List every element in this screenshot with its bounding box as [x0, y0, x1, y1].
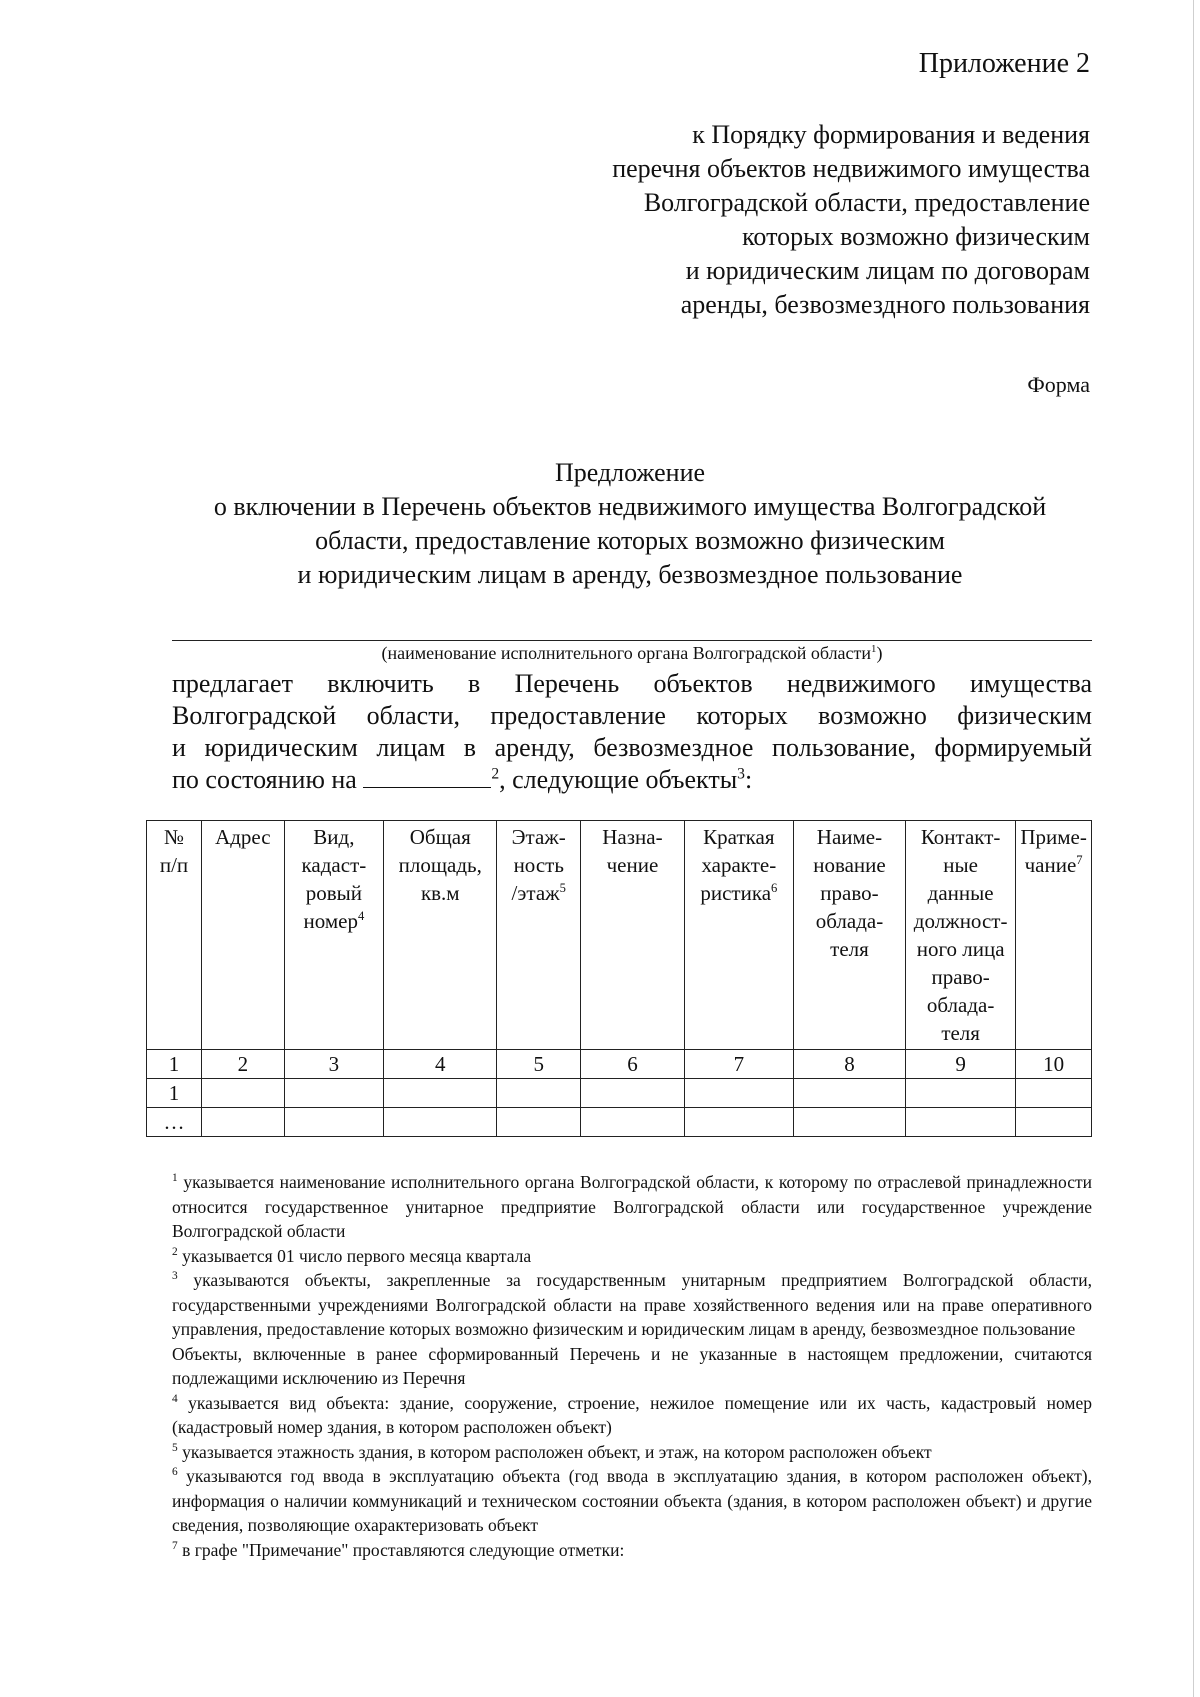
order-reference — [530, 118, 1090, 322]
objects-table — [146, 820, 1092, 1137]
table-cell — [684, 1108, 793, 1137]
order-line: и юридическим лицам по договорам — [685, 256, 1090, 285]
column-number-cell: 2 — [202, 1050, 285, 1079]
table-cell — [906, 1108, 1016, 1137]
table-cell — [793, 1079, 905, 1108]
title-line: области, предоставление которых возможно физическим — [315, 526, 945, 555]
footnote: $^5$ указывается этажность здания, в котором расположен объект, и этаж, на котором расположен объект — [172, 1441, 932, 1462]
title-line: и юридическим лицам в аренду, безвозмездное пользование — [297, 560, 963, 589]
footnote: Объекты, включенные в ранее сформированный Перечень и не указанные в настоящем предложении, считаются подлежащими исключению из Перечня — [172, 1343, 1092, 1388]
column-header: Приме- чание$^7$ — [1016, 821, 1092, 1050]
proposal-line: по состоянию на $^2$, следующие объекты$^3$: — [172, 765, 753, 794]
column-header: Общая площадь, кв.м — [384, 821, 497, 1050]
table-cell — [202, 1079, 285, 1108]
column-number-cell: 7 — [684, 1050, 793, 1079]
table-cell — [684, 1079, 793, 1108]
column-number-cell: 5 — [497, 1050, 581, 1079]
table-cell: 1 — [147, 1079, 202, 1108]
order-line: которых возможно физическим — [742, 222, 1090, 251]
column-header: № п/п — [147, 821, 202, 1050]
footnotes — [172, 1170, 1092, 1562]
form-label: Форма — [1027, 372, 1090, 397]
title-heading: Предложение — [554, 458, 706, 487]
column-number-cell: 1 — [147, 1050, 202, 1079]
proposal-text — [172, 668, 1092, 796]
column-header: Краткая характе- ристика$^6$ — [684, 821, 793, 1050]
column-number-cell: 6 — [581, 1050, 685, 1079]
table-cell — [1016, 1079, 1092, 1108]
table-cell — [284, 1108, 384, 1137]
footnote: $^4$ указывается вид объекта: здание, сооружение, строение, нежилое помещение или их часть, кадастровый номер (кадастровый номер здания, в котором расположен объект) — [172, 1392, 1092, 1437]
proposal-line: предлагает включить в Перечень объектов недвижимого имущества — [172, 669, 1092, 698]
footnote: $^7$ в графе "Примечание" проставляются следующие отметки: — [172, 1539, 625, 1560]
table-cell — [384, 1079, 497, 1108]
scan-edge-line — [1193, 0, 1194, 1697]
column-header: Вид, кадаст- ровый номер$^4$ — [284, 821, 384, 1050]
order-line: к Порядку формирования и ведения — [692, 120, 1090, 149]
table-cell — [1016, 1108, 1092, 1137]
table-cell — [906, 1079, 1016, 1108]
column-numbers-row — [147, 1050, 1092, 1079]
column-number-cell: 3 — [284, 1050, 384, 1079]
column-header: Адрес — [202, 821, 285, 1050]
column-number-cell: 8 — [793, 1050, 905, 1079]
table-row — [147, 1108, 1092, 1137]
column-header: Наиме- нование право- облада- теля — [793, 821, 905, 1050]
order-line: Волгоградской области, предоставление — [643, 188, 1090, 217]
table-cell — [284, 1079, 384, 1108]
table-row — [147, 1079, 1092, 1108]
order-line: перечня объектов недвижимого имущества — [612, 154, 1090, 183]
proposal-line: и юридическим лицам в аренду, безвозмездное пользование, формируемый — [172, 733, 1092, 762]
table-header-row — [147, 821, 1092, 1050]
column-number-cell: 10 — [1016, 1050, 1092, 1079]
footnote: $^6$ указываются год ввода в эксплуатацию объекта (год ввода в эксплуатацию здания, в котором расположен объект), информация о наличии коммуникаций и техническом состоянии объекта (здания, в котором расположен объект) и другие сведения, позволяющие охарактеризовать объект — [172, 1466, 1092, 1535]
proposal-line: Волгоградской области, предоставление которых возможно физическим — [172, 701, 1092, 730]
column-number-cell: 9 — [906, 1050, 1016, 1079]
document-title — [170, 456, 1090, 592]
table-cell — [202, 1108, 285, 1137]
table-cell — [497, 1108, 581, 1137]
table-cell — [497, 1079, 581, 1108]
column-header: Этаж- ность /этаж$^5$ — [497, 821, 581, 1050]
column-header: Назна- чение — [581, 821, 685, 1050]
column-number-cell: 4 — [384, 1050, 497, 1079]
table-cell — [581, 1108, 685, 1137]
table-cell: … — [147, 1108, 202, 1137]
footnote: $^2$ указывается 01 число первого месяца квартала — [172, 1245, 532, 1266]
appendix-label: Приложение 2 — [918, 48, 1090, 79]
footnote: $^1$ указывается наименование исполнительного органа Волгоградской области, к которому по отраслевой принадлежности относится государственное унитарное предприятие Волгоградской области или государственное учреждение Волгоградской области — [172, 1172, 1092, 1241]
title-line: о включении в Перечень объектов недвижимого имущества Волгоградской — [213, 492, 1047, 521]
table-cell — [793, 1108, 905, 1137]
table-cell — [384, 1108, 497, 1137]
column-header: Контакт- ные данные должност- ного лица право- облада- теля — [906, 821, 1016, 1050]
table-cell — [581, 1079, 685, 1108]
date-blank-field — [363, 765, 491, 788]
org-name-field-line — [172, 640, 1092, 641]
footnote: $^3$ указываются объекты, закрепленные за государственным унитарным предприятием Волгоградской области, государственными учреждениями Волгоградской области на праве хозяйственного ведения или на праве оперативного управления, предоставление которых возможно физическим и юридическим лицам в аренду, безвозмездное пользование — [172, 1270, 1092, 1339]
order-line: аренды, безвозмездного пользования — [680, 290, 1090, 319]
org-name-caption: (наименование исполнительного органа Волгоградской области$^1$) — [381, 643, 883, 663]
